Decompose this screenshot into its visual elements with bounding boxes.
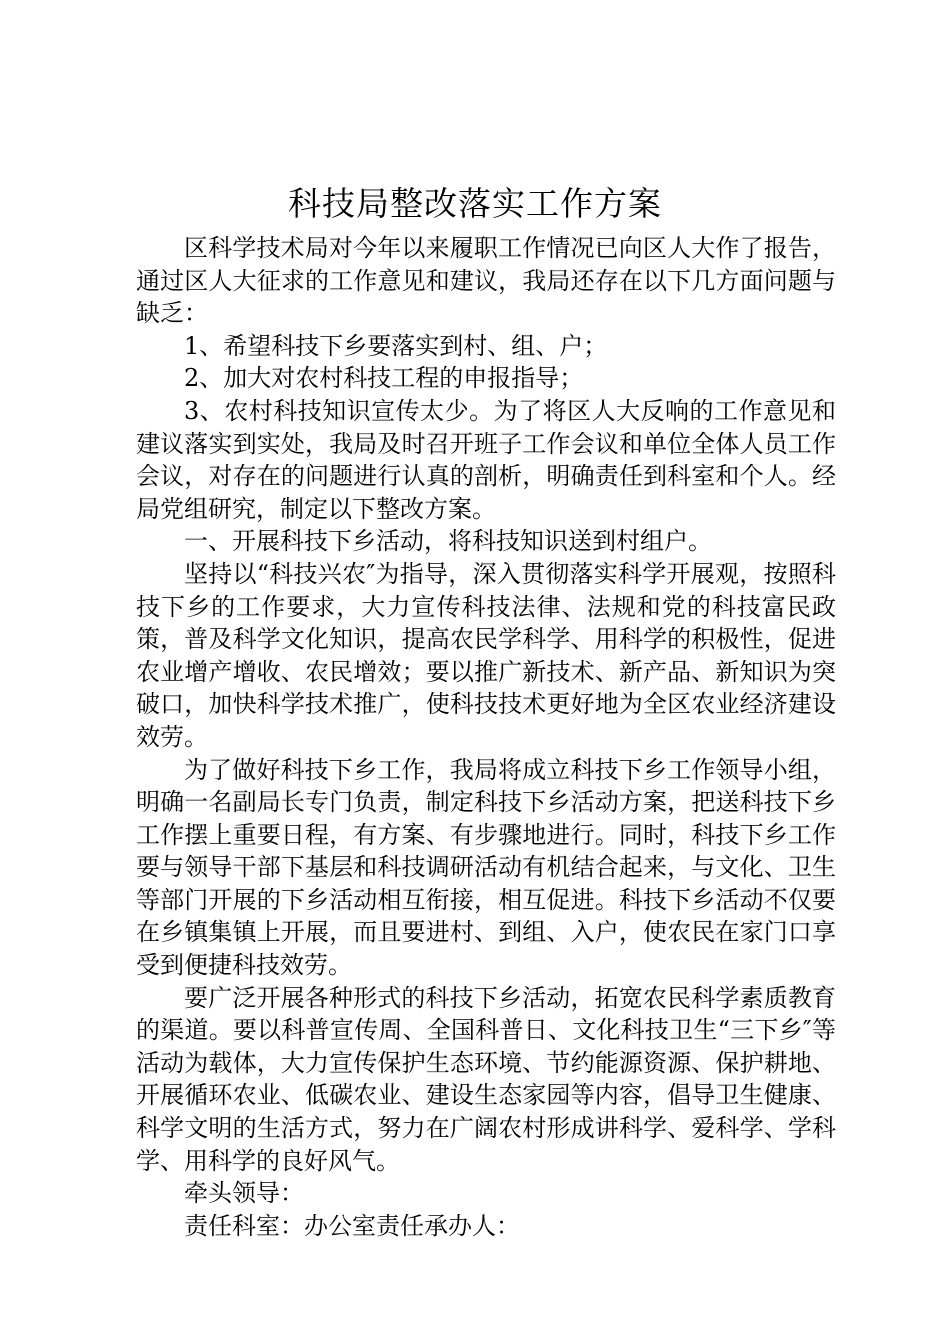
lead-leader-line: 牵头领导： xyxy=(184,1179,304,1208)
document-body xyxy=(136,232,836,1242)
paragraph-organization: 为了做好科技下乡工作，我局将成立科技下乡工作领导小组，明确一名副局长专门负责，制定科技下乡活动方案，把送科技下乡工作摆上重要日程，有方案、有步骤地进行。同时，科技下乡工作要与领导干部下基层和科技调研活动有机结合起来，与文化、卫生等部门开展的下乡活动相互衔接，相互促进。科技下乡活动不仅要在乡镇集镇上开展，而且要进村、到组、入户，使农民在家门口享受到便捷科技效劳。 xyxy=(136,755,836,980)
paragraph-intro: 区科学技术局对今年以来履职工作情况已向区人大作了报告，通过区人大征求的工作意见和建议，我局还存在以下几方面问题与缺乏： xyxy=(136,234,836,328)
paragraph-item-2: 2、加大对农村科技工程的申报指导； xyxy=(184,364,584,393)
paragraph-activities: 要广泛开展各种形式的科技下乡活动，拓宽农民科学素质教育的渠道。要以科普宣传周、全国科普日、文化科技卫生“三下乡″等活动为载体，大力宣传保护生态环境、节约能源资源、保护耕地、开展循环农业、低碳农业、建设生态家园等内容，倡导卫生健康、科学文明的生活方式，努力在广阔农村形成讲科学、爱科学、学科学、用科学的良好风气。 xyxy=(136,983,836,1175)
section-heading-1: 一、开展科技下乡活动，将科技知识送到村组户。 xyxy=(184,527,712,556)
responsible-office-line: 责任科室：办公室责任承办人： xyxy=(184,1211,520,1240)
paragraph-item-1: 1、希望科技下乡要落实到村、组、户； xyxy=(184,331,608,360)
paragraph-guideline: 坚持以“科技兴农″为指导，深入贯彻落实科学开展观，按照科技下乡的工作要求，大力宣传科技法律、法规和党的科技富民政策，普及科学文化知识，提高农民学科学、用科学的积极性，促进农业增产增收、农民增效；要以推广新技术、新产品、新知识为突破口，加快科学技术推广，使科技技术更好地为全区农业经济建设效劳。 xyxy=(136,559,836,751)
document-title: 科技局整改落实工作方案 xyxy=(288,184,662,223)
paragraph-item-3: 3、农村科技知识宣传太少。为了将区人大反响的工作意见和建议落实到实处，我局及时召开班子工作会议和单位全体人员工作会议，对存在的问题进行认真的剖析，明确责任到科室和个人。经局党组研究，制定以下整改方案。 xyxy=(136,396,836,523)
